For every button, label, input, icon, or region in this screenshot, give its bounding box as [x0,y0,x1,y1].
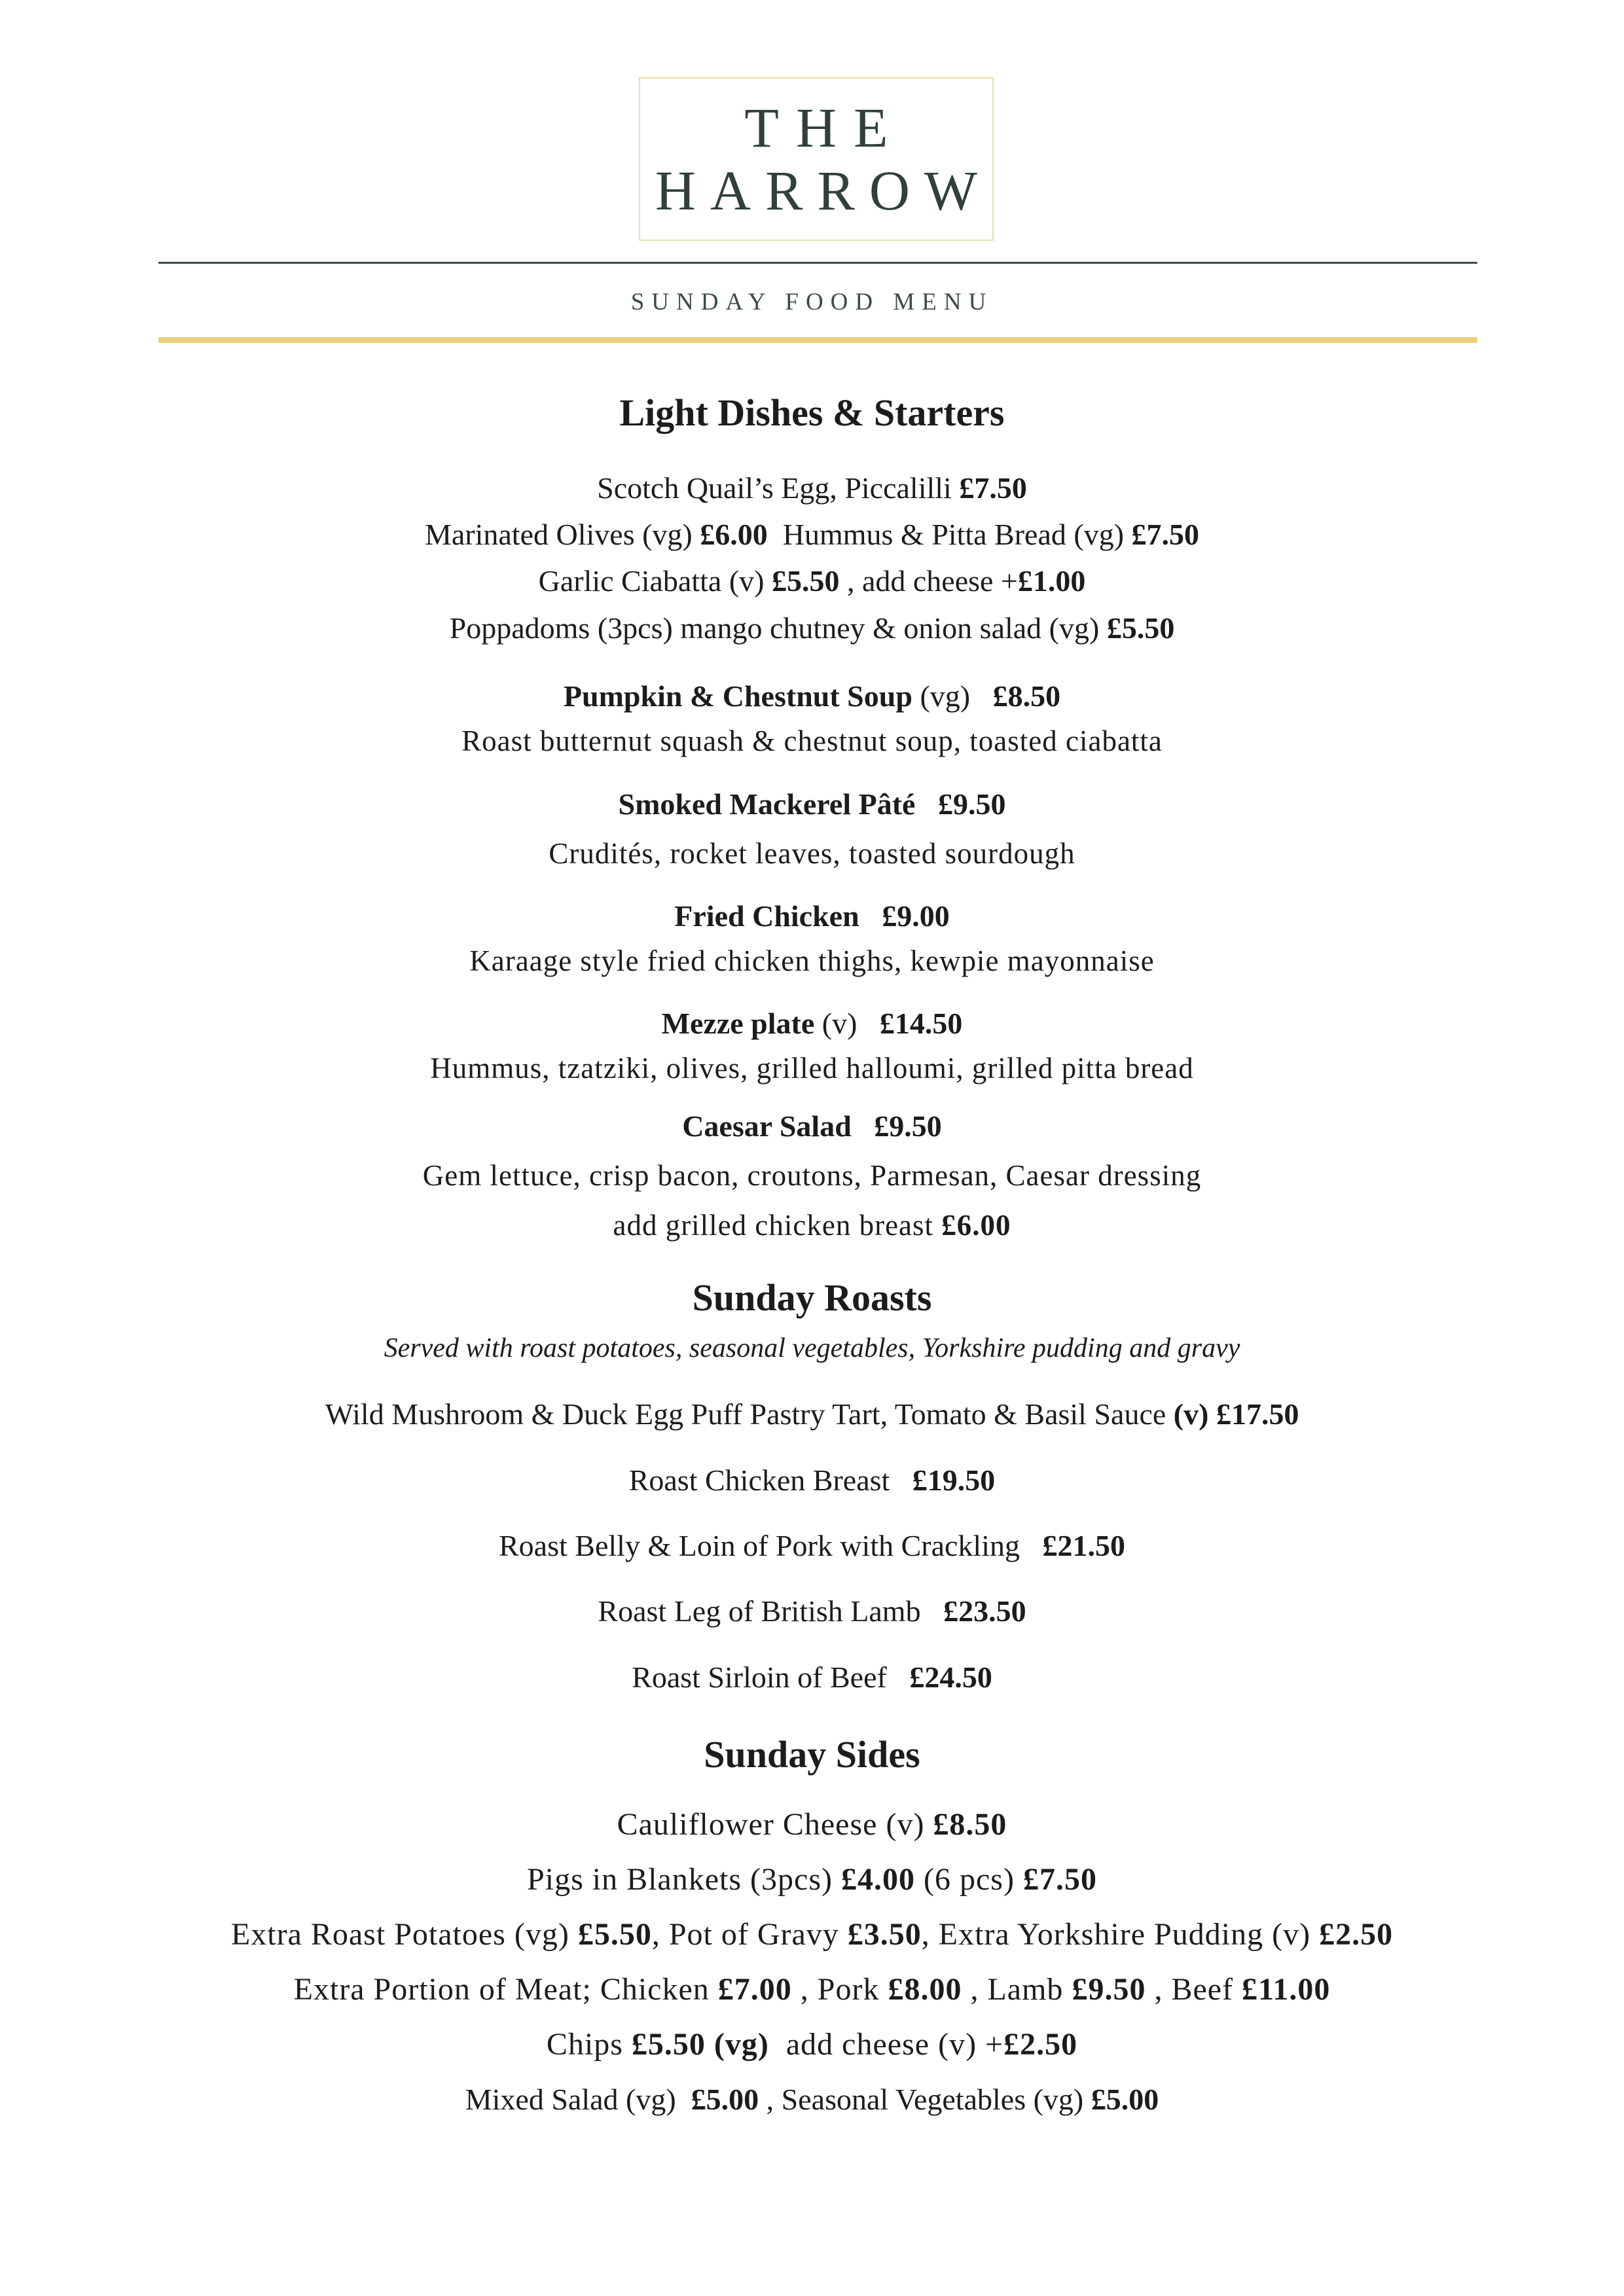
item-name: Pigs in Blankets (3pcs) [527,1862,842,1897]
item-price-2: £7.50 [1022,1862,1097,1897]
menu-item-mezze-plate [0,1005,1624,1042]
brand-line-2: HARROW [655,159,992,222]
item-name-a: Chips [546,2027,632,2062]
item-price-a: £5.50 [577,1917,652,1952]
menu-item-chips [0,2026,1624,2063]
addon-label: add grilled chicken breast [613,1209,942,1242]
item-price-c: £2.50 [1319,1917,1394,1952]
item-description-caesar-salad: Gem lettuce, crisp bacon, croutons, Parmesan, Caesar dressing [422,1159,1202,1192]
item-tag: (vg) [705,2027,769,2062]
menu-item-extras [0,1916,1624,1953]
item-name: Caesar Salad [682,1109,852,1143]
menu-item-poppadoms [0,610,1624,647]
item-price: £24.50 [909,1660,992,1694]
addon-price: £6.00 [941,1209,1011,1242]
item-name-a: Extra Roast Potatoes (vg) [230,1917,578,1952]
menu-item-scotch-quail-egg [0,470,1624,507]
item-price: £9.50 [851,1109,942,1143]
item-price: £9.50 [915,787,1006,821]
menu-item-roast-lamb [0,1593,1624,1630]
item-name-b: , Pork [791,1972,888,2007]
item-price-a: £5.50 [631,2027,706,2062]
item-price-2: £7.50 [1131,518,1200,551]
item-name-c: , Extra Yorkshire Pudding (v) [921,1917,1320,1952]
menu-item-fried-chicken [0,898,1624,935]
menu-item-cauliflower-cheese [0,1806,1624,1843]
item-price-b: £2.50 [1003,2027,1078,2062]
item-name-2: Hummus & Pitta Bread (vg) [767,518,1132,551]
item-price: £5.50 [1106,611,1175,645]
item-price: £9.00 [859,899,950,933]
item-price: £23.50 [943,1594,1026,1628]
item-name: Marinated Olives (vg) [424,518,700,551]
item-addon: , add cheese + [839,564,1018,598]
item-description-mezze-plate: Hummus, tzatziki, olives, grilled halloumi, grilled pitta bread [430,1052,1194,1085]
menu-item-roast-chicken [0,1462,1624,1499]
item-name: Scotch Quail’s Egg, Piccalilli [597,471,960,505]
item-addon-caesar-salad [0,1207,1624,1244]
menu-item-roast-pork [0,1528,1624,1564]
roasts-note: Served with roast potatoes, seasonal vegetables, Yorkshire pudding and gravy [384,1333,1240,1363]
section-title-light-dishes: Light Dishes & Starters [619,391,1005,434]
section-title-sunday-roasts: Sunday Roasts [692,1276,932,1319]
menu-item-smoked-mackerel [0,786,1624,823]
item-name: Roast Belly & Loin of Pork with Crackling [499,1529,1043,1562]
item-price-a: £7.00 [717,1972,792,2007]
item-price-d: £11.00 [1242,1972,1331,2007]
item-name-a: Extra Portion of Meat; Chicken [293,1972,718,2007]
item-name-b: , Pot of Gravy [651,1917,848,1952]
item-price: £6.00 [700,518,768,551]
item-price: £8.50 [970,679,1061,713]
item-name: Smoked Mackerel Pâté [618,787,916,821]
item-name: Garlic Ciabatta (v) [538,564,772,598]
menu-item-extra-meat [0,1971,1624,2008]
item-addon-price: £1.00 [1017,564,1086,598]
item-description-fried-chicken: Karaage style fried chicken thighs, kewpie mayonnaise [469,944,1155,977]
menu-item-roast-beef [0,1659,1624,1696]
item-price-b: £8.00 [888,1972,962,2007]
item-name-b: add cheese (v) + [768,2027,1004,2062]
item-name: Fried Chicken [674,899,859,933]
item-name: Roast Chicken Breast [628,1463,912,1497]
item-name-d: , Beef [1146,1972,1242,2007]
menu-item-caesar-salad [0,1108,1624,1145]
section-title-sunday-sides: Sunday Sides [704,1733,920,1776]
item-price-a: £5.00 [683,2083,759,2116]
menu-item-olives-hummus [0,516,1624,553]
item-name: Roast Sirloin of Beef [632,1660,910,1694]
menu-item-garlic-ciabatta [0,563,1624,600]
item-price-c: £9.50 [1072,1972,1146,2007]
top-divider [158,262,1477,264]
menu-item-pumpkin-soup [0,678,1624,715]
item-name: Mezze plate [661,1007,822,1040]
item-tag: (v) [1173,1397,1209,1431]
gold-divider [158,337,1477,343]
item-price-b: £3.50 [847,1917,922,1952]
item-description-smoked-mackerel: Crudités, rocket leaves, toasted sourdough [549,837,1075,870]
item-price: £8.50 [933,1807,1007,1842]
item-price: £7.50 [959,471,1027,505]
item-name: Cauliflower Cheese (v) [617,1807,933,1842]
brand-line-1: THE [744,96,905,159]
item-name-a: Mixed Salad (vg) [465,2083,684,2116]
item-description-pumpkin-soup: Roast butternut squash & chestnut soup, toasted ciabatta [461,725,1163,757]
menu-item-pigs-in-blankets [0,1861,1624,1898]
item-name: Roast Leg of British Lamb [598,1594,944,1628]
item-name-b: , Seasonal Vegetables (vg) [759,2083,1091,2116]
item-name: Poppadoms (3pcs) mango chutney & onion salad (vg) [449,611,1107,645]
menu-item-mushroom-tart [0,1396,1624,1433]
item-price: £21.50 [1042,1529,1125,1562]
menu-subtitle: SUNDAY FOOD MENU [630,289,994,315]
brand-logo [639,77,994,241]
item-tag: (vg) [920,679,971,713]
item-price: £19.50 [912,1463,996,1497]
item-name: Wild Mushroom & Duck Egg Puff Pastry Tart, Tomato & Basil Sauce [325,1397,1174,1431]
item-size: (6 pcs) [915,1862,1023,1897]
item-tag: (v) [821,1007,857,1040]
item-price-b: £5.00 [1091,2083,1159,2116]
item-price: £5.50 [771,564,840,598]
menu-item-salad-vegetables [0,2081,1624,2118]
item-name-c: , Lamb [962,1972,1072,2007]
item-price: £17.50 [1208,1397,1299,1431]
item-price: £14.50 [857,1007,963,1040]
item-name: Pumpkin & Chestnut Soup [563,679,920,713]
item-price: £4.00 [841,1862,916,1897]
